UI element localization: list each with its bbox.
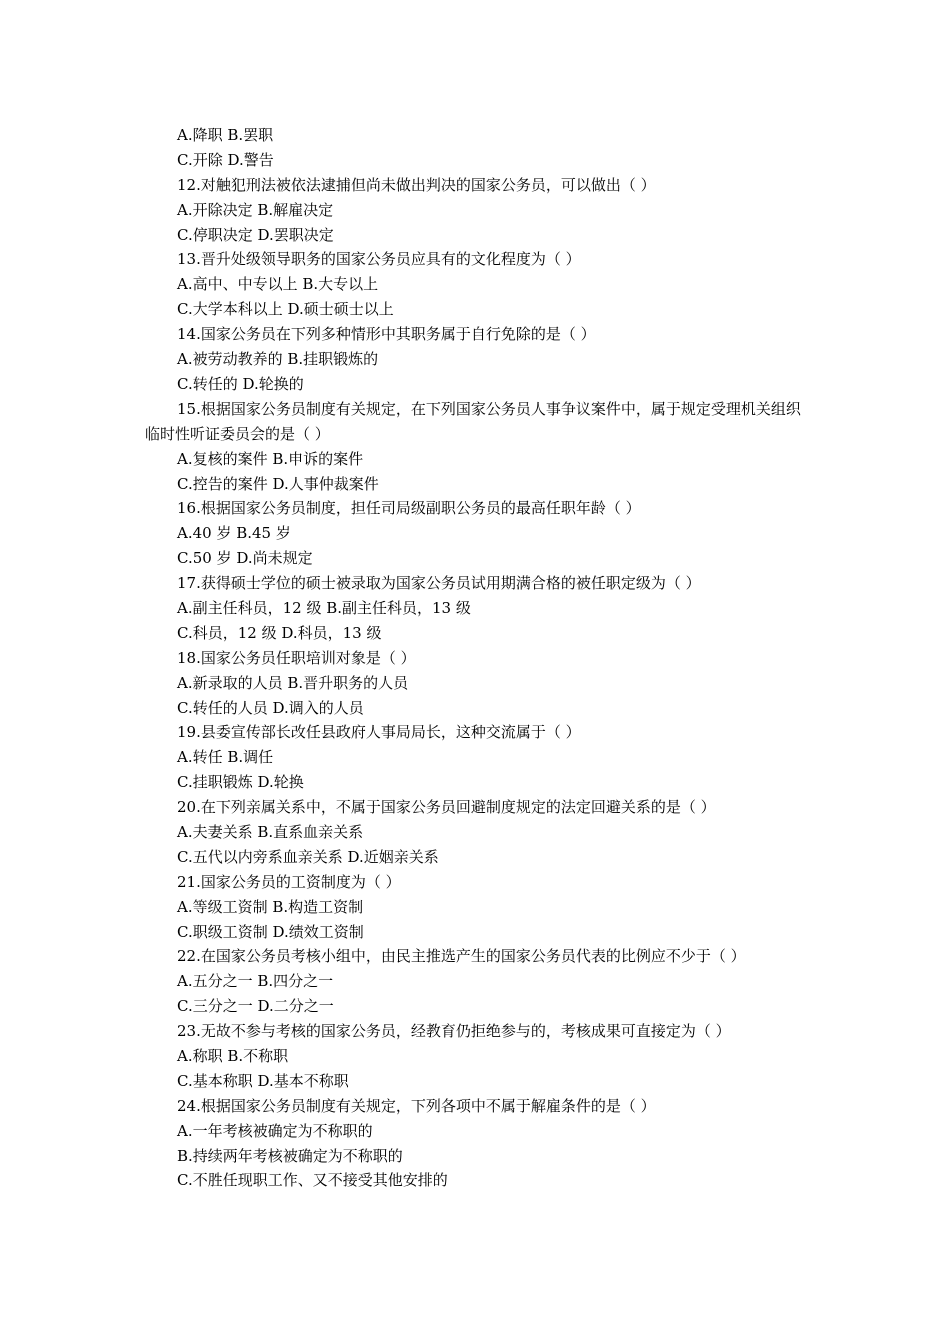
- question-24: 24.根据国家公务员制度有关规定，下列各项中不属于解雇条件的是（ ）: [177, 1096, 656, 1115]
- question-22: 22.在国家公务员考核小组中，由民主推选产生的国家公务员代表的比例应不少于（ ）: [177, 947, 746, 966]
- question-12: 12.对触犯刑法被依法逮捕但尚未做出判决的国家公务员，可以做出（ ）: [177, 175, 656, 194]
- option-line: A.等级工资制 B.构造工资制: [177, 897, 364, 916]
- option-line: C.控告的案件 D.人事仲裁案件: [177, 474, 379, 493]
- option-line: C.停职决定 D.罢职决定: [177, 225, 334, 244]
- option-line: A.称职 B.不称职: [177, 1047, 289, 1065]
- question-20: 20.在下列亲属关系中，不属于国家公务员回避制度规定的法定回避关系的是（ ）: [177, 798, 716, 817]
- question-18: 18.国家公务员任职培训对象是（ ）: [177, 648, 416, 667]
- question-21: 21.国家公务员的工资制度为（ ）: [177, 872, 401, 891]
- option-line: A.被劳动教养的 B.挂职锻炼的: [177, 350, 379, 369]
- option-line: C.转任的人员 D.调入的人员: [177, 698, 364, 717]
- question-17: 17.获得硕士学位的硕士被录取为国家公务员试用期满合格的被任职定级为（ ）: [177, 574, 701, 593]
- option-line: C.科员，12 级 D.科员，13 级: [177, 623, 382, 642]
- question-15: 15.根据国家公务员制度有关规定，在下列国家公务员人事争议案件中，属于规定受理机关组织临时性听证委员会的是（ ）: [145, 399, 801, 443]
- option-line: C.挂职锻炼 D.轮换: [177, 773, 304, 792]
- option-line: A.40 岁 B.45 岁: [177, 524, 291, 543]
- option-line: A.五分之一 B.四分之一: [177, 972, 334, 991]
- question-13: 13.晋升处级领导职务的国家公务员应具有的文化程度为（ ）: [177, 250, 581, 269]
- option-line: A.转任 B.调任: [177, 748, 274, 767]
- question-19: 19.县委宣传部长改任县政府人事局局长，这种交流属于（ ）: [177, 723, 581, 742]
- option-line: C.三分之一 D.二分之一: [177, 997, 334, 1016]
- option-line: A.新录取的人员 B.晋升职务的人员: [177, 673, 409, 692]
- option-line: A.一年考核被确定为不称职的: [177, 1121, 373, 1140]
- option-line: A.复核的案件 B.申诉的案件: [177, 449, 364, 468]
- option-line: C.五代以内旁系血亲关系 D.近姻亲关系: [177, 847, 439, 866]
- question-text-body: [145, 123, 810, 1193]
- option-line: A.降职 B.罢职: [177, 126, 274, 144]
- option-line: C.不胜任现职工作、又不接受其他安排的: [177, 1171, 448, 1190]
- option-line: A.开除决定 B.解雇决定: [177, 200, 334, 219]
- option-line: B.持续两年考核被确定为不称职的: [177, 1146, 403, 1165]
- option-line: A.夫妻关系 B.直系血亲关系: [177, 822, 364, 841]
- option-line: A.副主任科员，12 级 B.副主任科员，13 级: [177, 598, 471, 617]
- option-line: C.开除 D.警告: [177, 150, 274, 169]
- question-23: 23.无故不参与考核的国家公务员，经教育仍拒绝参与的，考核成果可直接定为（ ）: [177, 1022, 731, 1041]
- option-line: A.高中、中专以上 B.大专以上: [177, 275, 379, 294]
- question-16: 16.根据国家公务员制度，担任司局级副职公务员的最高任职年龄（ ）: [177, 499, 641, 518]
- option-line: C.基本称职 D.基本不称职: [177, 1071, 349, 1090]
- option-line: C.50 岁 D.尚未规定: [177, 549, 313, 568]
- question-14: 14.国家公务员在下列多种情形中其职务属于自行免除的是（ ）: [177, 325, 596, 344]
- option-line: C.大学本科以上 D.硕士硕士以上: [177, 300, 394, 319]
- option-line: C.转任的 D.轮换的: [177, 374, 304, 393]
- option-line: C.职级工资制 D.绩效工资制: [177, 922, 364, 941]
